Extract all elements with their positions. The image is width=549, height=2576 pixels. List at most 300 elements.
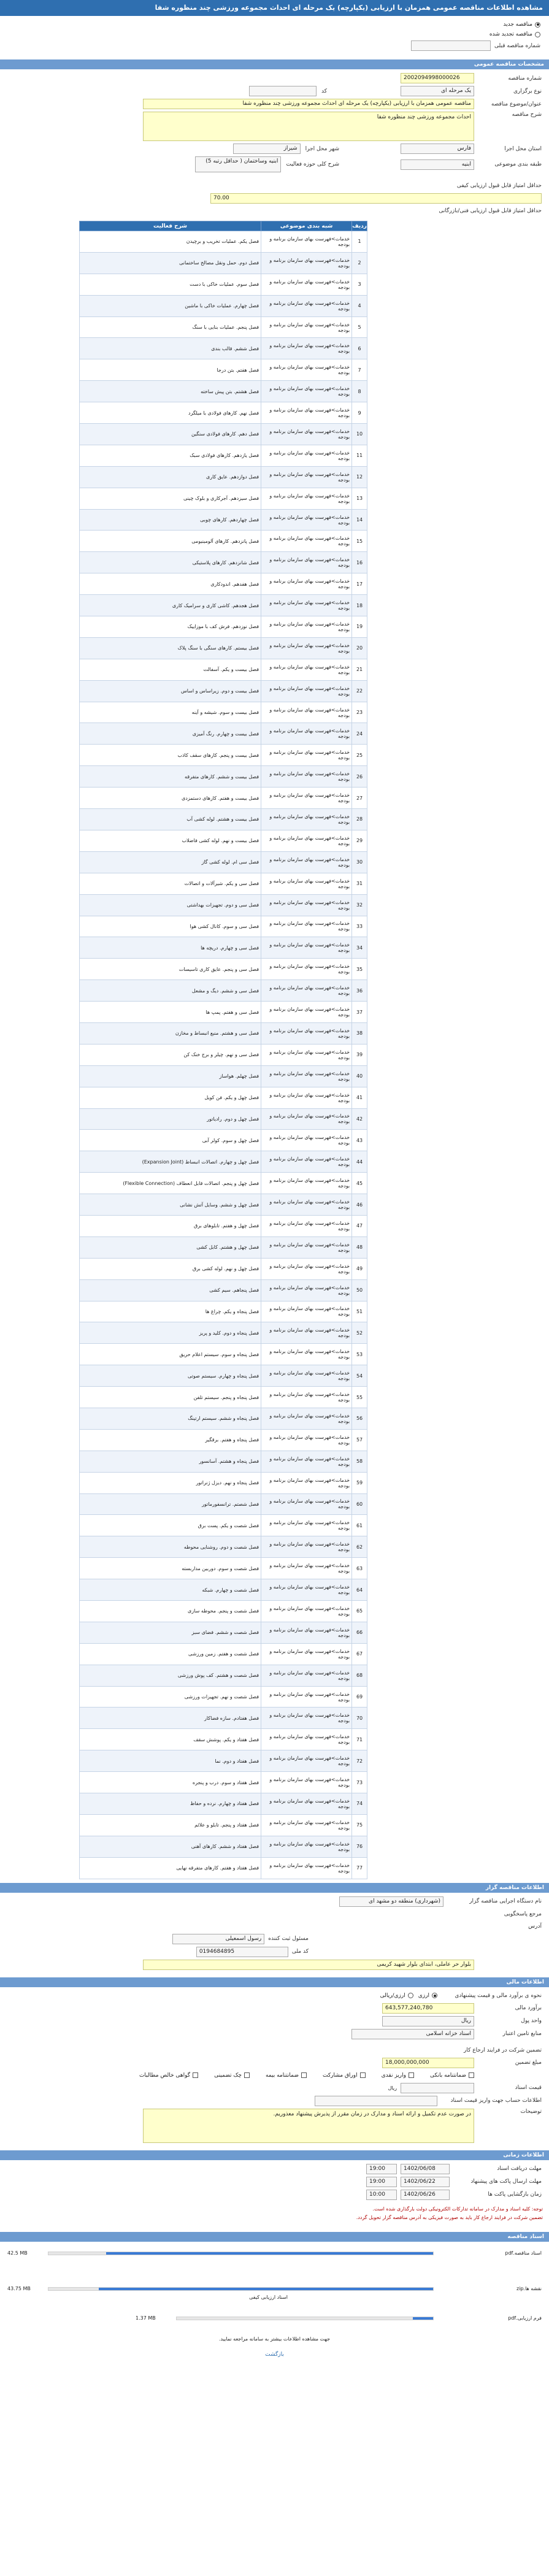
table-row [80, 1793, 367, 1815]
row-classification: خدمات>فهرست بهای سازمان برنامه و بودجه [261, 937, 352, 959]
table-row [80, 1622, 367, 1643]
row-activity: فصل هفتاد و ششم. کارهای آهنی [80, 1836, 261, 1857]
row-number: 13 [352, 488, 367, 509]
row-number: 73 [352, 1772, 367, 1793]
currency-row [4, 2015, 545, 2028]
row-activity: فصل نوزدهم. فرش کف با موزاییک [80, 616, 261, 638]
row-classification: خدمات>فهرست بهای سازمان برنامه و بودجه [261, 1472, 352, 1493]
row-activity: فصل شصتم. ترانسفورماتور [80, 1493, 261, 1515]
details-block [0, 69, 549, 220]
guarantee-type-3-label: ضمانتنامه بیمه [266, 2072, 299, 2079]
row-classification: خدمات>فهرست بهای سازمان برنامه و بودجه [261, 1814, 352, 1836]
table-row [80, 1301, 367, 1322]
table-row [80, 1387, 367, 1408]
city-field[interactable]: شیراز [233, 144, 301, 154]
eval-note: اسناد ارزیابی کیفی [249, 2294, 288, 2300]
table-row [80, 1322, 367, 1344]
row-classification: خدمات>فهرست بهای سازمان برنامه و بودجه [261, 466, 352, 488]
guarantee-type-4[interactable] [214, 2072, 250, 2079]
row-number: 42 [352, 1108, 367, 1130]
submit-time-field[interactable]: 19:00 [366, 2177, 397, 2187]
currency-field[interactable]: ریال [382, 2016, 474, 2026]
doc-row-2[interactable] [4, 2313, 545, 2324]
row-classification: خدمات>فهرست بهای سازمان برنامه و بودجه [261, 1686, 352, 1708]
row-number: 65 [352, 1601, 367, 1622]
row-classification: خدمات>فهرست بهای سازمان برنامه و بودجه [261, 916, 352, 937]
row-classification: خدمات>فهرست بهای سازمان برنامه و بودجه [261, 1301, 352, 1322]
org-name-field[interactable]: (شهرداری) منطقه دو مشهد ای [339, 1896, 443, 1907]
row-classification: خدمات>فهرست بهای سازمان برنامه و بودجه [261, 616, 352, 638]
doc-row-0[interactable] [4, 2248, 545, 2259]
row-classification: خدمات>فهرست بهای سازمان برنامه و بودجه [261, 1601, 352, 1622]
row-number: 74 [352, 1793, 367, 1815]
row-number: 67 [352, 1643, 367, 1665]
guarantee-type-0[interactable] [430, 2072, 474, 2079]
estimate-opt2-dot[interactable] [408, 1993, 413, 1998]
province-row [4, 142, 545, 155]
row-activity: فصل هفدهم. اندودکاری [80, 573, 261, 595]
scope-row [4, 155, 545, 174]
row-number: 61 [352, 1515, 367, 1536]
min-fin-label: حداقل امتیاز قابل قبول ارزیابی فنی/بازرگانی [439, 208, 542, 214]
row-activity: فصل سی و پنجم. عایق کاری تاسیسات [80, 959, 261, 980]
row-classification: خدمات>فهرست بهای سازمان برنامه و بودجه [261, 381, 352, 402]
table-row [80, 1579, 367, 1601]
row-number: 68 [352, 1665, 367, 1686]
table-row [80, 916, 367, 937]
province-field[interactable]: فارس [401, 144, 474, 154]
tender-number-field[interactable]: 2002094998000026 [401, 73, 474, 83]
row-activity: فصل شصت و سوم. دوربین مداربسته [80, 1558, 261, 1579]
row-number: 40 [352, 1065, 367, 1087]
items-table [79, 221, 367, 1879]
account-field[interactable] [315, 2096, 437, 2106]
submit-row [4, 2175, 545, 2188]
scope-field[interactable]: ابنیه [401, 159, 474, 170]
row-classification: خدمات>فهرست بهای سازمان برنامه و بودجه [261, 573, 352, 595]
estimate-opt2[interactable] [380, 1993, 413, 1999]
row-classification: خدمات>فهرست بهای سازمان برنامه و بودجه [261, 1643, 352, 1665]
table-row [80, 1065, 367, 1087]
guarantee-type-2-label: اوراق مشارکت [323, 2072, 358, 2079]
notes-field[interactable]: در صورت عدم تکمیل و ارائه اسناد و مدارک در زمان مقرر از پذیرش پیشنهاد معذوریم. [143, 2109, 474, 2143]
table-row [80, 1772, 367, 1793]
radio-new-dot[interactable] [535, 22, 540, 28]
table-row [80, 788, 367, 809]
row-classification: خدمات>فهرست بهای سازمان برنامه و بودجه [261, 1322, 352, 1344]
budget-label: برآورد مالی [515, 2005, 542, 2012]
guarantee-row [4, 2044, 545, 2057]
row-number: 6 [352, 338, 367, 359]
row-activity: فصل هشتم. بتن پیش ساخته [80, 381, 261, 402]
budget-source-row [4, 2028, 545, 2041]
row-number: 2 [352, 252, 367, 274]
row-number: 56 [352, 1408, 367, 1429]
row-activity: فصل سی ام. لوله کشی گاز [80, 851, 261, 873]
org-phone-field[interactable]: 0194684895 [196, 1947, 288, 1957]
row-classification: خدمات>فهرست بهای سازمان برنامه و بودجه [261, 1044, 352, 1065]
guarantee-type-1-box[interactable] [409, 2072, 414, 2078]
desc-field[interactable]: احداث مجموعه ورزشی چند منظوره شفا [143, 112, 474, 141]
estimate-label: نحوه ی برآورد مالی و قیمت پیشنهادی [455, 1992, 542, 1999]
row-classification: خدمات>فهرست بهای سازمان برنامه و بودجه [261, 1258, 352, 1279]
doc-progress-fill-1 [99, 2288, 433, 2290]
receive-date-field[interactable]: 1402/06/08 [401, 2164, 450, 2174]
bottom-note-1: توجه: کلیه اسناد و مدارک در سامانه تدارکات الکترونیکی دولت بارگذاری شده است. [372, 2206, 543, 2212]
table-row [80, 231, 367, 253]
table-row [80, 937, 367, 959]
row-classification: خدمات>فهرست بهای سازمان برنامه و بودجه [261, 231, 352, 253]
budget-source-field[interactable]: اسناد خزانه اسلامی [351, 2029, 474, 2039]
items-table-body [80, 231, 367, 1879]
table-row [80, 1472, 367, 1493]
row-activity: فصل سی و نهم. چیلر و برج خنک کن [80, 1044, 261, 1065]
table-row [80, 1729, 367, 1750]
tender-number-label: شماره مناقصه [508, 75, 542, 82]
guarantee-type-1[interactable] [382, 2072, 414, 2079]
row-classification: خدمات>فهرست بهای سازمان برنامه و بودجه [261, 338, 352, 359]
open-time-field[interactable]: 10:00 [366, 2190, 397, 2200]
row-classification: خدمات>فهرست بهای سازمان برنامه و بودجه [261, 509, 352, 531]
row-classification: خدمات>فهرست بهای سازمان برنامه و بودجه [261, 723, 352, 745]
row-number: 62 [352, 1536, 367, 1558]
row-activity: فصل سی و یکم. شیرآلات و اتصالات [80, 873, 261, 894]
bottom-note-2: تضمین شرکت در فرایند ارجاع کار باید به صورت فیزیکی به آدرس مناقصه گزار تحویل گردد. [356, 2214, 543, 2220]
row-number: 36 [352, 980, 367, 1002]
row-activity: فصل پنجاه و پنجم. سیستم تلفن [80, 1387, 261, 1408]
budget-field[interactable]: 643,577,240,780 [382, 2003, 474, 2014]
row-activity: فصل چهاردهم. کارهای چوبی [80, 509, 261, 531]
row-activity: فصل چهل و هشتم. کابل کشی [80, 1236, 261, 1258]
table-row [80, 980, 367, 1002]
row-classification: خدمات>فهرست بهای سازمان برنامه و بودجه [261, 809, 352, 830]
row-activity: فصل پانزدهم. کارهای آلومینیومی [80, 531, 261, 552]
price-field[interactable] [401, 2083, 474, 2093]
row-classification: خدمات>فهرست بهای سازمان برنامه و بودجه [261, 424, 352, 445]
row-classification: خدمات>فهرست بهای سازمان برنامه و بودجه [261, 316, 352, 338]
receive-row [4, 2163, 545, 2175]
org-full-address-field[interactable]: بلوار حر عاملی، ابتدای بلوار شهید کریمی [143, 1960, 474, 1970]
row-activity: فصل چهل و هفتم. تابلوهای برق [80, 1215, 261, 1236]
row-activity: فصل شصت و ششم. فضای سبز [80, 1622, 261, 1643]
row-activity: فصل سی و سوم. کانال کشی هوا [80, 916, 261, 937]
table-row [80, 1087, 367, 1108]
row-number: 69 [352, 1686, 367, 1708]
row-number: 20 [352, 637, 367, 659]
type-field[interactable]: یک مرحله ای [401, 86, 474, 96]
table-row [80, 1130, 367, 1151]
open-date-field[interactable]: 1402/06/26 [401, 2190, 450, 2200]
table-row [80, 1750, 367, 1772]
row-number: 50 [352, 1279, 367, 1301]
radio-renewed-row[interactable] [5, 29, 544, 39]
row-activity: فصل پنجاه و هشتم. آسانسور [80, 1451, 261, 1472]
desc-label: شرح مناقصه [512, 112, 542, 118]
row-activity: فصل شصت و پنجم. محوطه سازی [80, 1601, 261, 1622]
table-row [80, 1857, 367, 1879]
row-activity: فصل چهارم. عملیات خاکی با ماشین [80, 295, 261, 316]
doc-size-0: 42.5 MB [7, 2250, 28, 2256]
row-number: 35 [352, 959, 367, 980]
row-number: 66 [352, 1622, 367, 1643]
row-classification: خدمات>فهرست بهای سازمان برنامه و بودجه [261, 830, 352, 851]
table-row [80, 402, 367, 424]
row-number: 25 [352, 745, 367, 766]
table-row [80, 424, 367, 445]
time-block [0, 2160, 549, 2228]
guarantee-type-2-box[interactable] [360, 2072, 366, 2078]
row-number: 43 [352, 1130, 367, 1151]
prev-number-field[interactable] [411, 40, 491, 51]
row-classification: خدمات>فهرست بهای سازمان برنامه و بودجه [261, 1087, 352, 1108]
row-number: 5 [352, 316, 367, 338]
table-row [80, 1814, 367, 1836]
tender-type-block [0, 16, 549, 56]
min-tech-row [4, 180, 545, 192]
row-activity: فصل هفتم. بتن درجا [80, 359, 261, 381]
row-classification: خدمات>فهرست بهای سازمان برنامه و بودجه [261, 1622, 352, 1643]
table-row [80, 873, 367, 894]
row-classification: خدمات>فهرست بهای سازمان برنامه و بودجه [261, 552, 352, 573]
row-activity: فصل پنجاه و یکم. چراغ ها [80, 1301, 261, 1322]
row-activity: فصل سیزدهم. آجرکاری و بلوک چینی [80, 488, 261, 509]
doc-progress-fill-0 [106, 2252, 433, 2255]
table-row [80, 1665, 367, 1686]
row-classification: خدمات>فهرست بهای سازمان برنامه و بودجه [261, 1836, 352, 1857]
row-number: 18 [352, 595, 367, 616]
radio-renewed-dot[interactable] [535, 32, 540, 37]
row-number: 64 [352, 1579, 367, 1601]
table-row [80, 1044, 367, 1065]
city-label: شهر محل اجرا [305, 145, 339, 152]
row-activity: فصل شصت و یکم. پست برق [80, 1515, 261, 1536]
table-row [80, 531, 367, 552]
row-number: 72 [352, 1750, 367, 1772]
table-row [80, 1173, 367, 1194]
row-classification: خدمات>فهرست بهای سازمان برنامه و بودجه [261, 1108, 352, 1130]
row-classification: خدمات>فهرست بهای سازمان برنامه و بودجه [261, 1857, 352, 1879]
row-activity: فصل دوم. حمل ونقل مصالح ساختمانی [80, 252, 261, 274]
table-row [80, 830, 367, 851]
row-number: 76 [352, 1836, 367, 1857]
radio-renewed[interactable] [489, 31, 540, 37]
row-number: 54 [352, 1365, 367, 1387]
guarantee-type-5-box[interactable] [193, 2072, 198, 2078]
doc-name-2[interactable]: فرم ارزیابی.pdf [508, 2315, 542, 2321]
org-address-label: آدرس [528, 1923, 542, 1930]
row-classification: خدمات>فهرست بهای سازمان برنامه و بودجه [261, 1002, 352, 1023]
org-contact-row [4, 1933, 545, 1945]
row-classification: خدمات>فهرست بهای سازمان برنامه و بودجه [261, 1665, 352, 1686]
more-note-wrap [0, 2330, 549, 2348]
org-section-bar: اطلاعات مناقصه گزار [0, 1883, 549, 1893]
row-activity: فصل شصت و نهم. تجهیزات ورزشی [80, 1686, 261, 1708]
row-number: 7 [352, 359, 367, 381]
estimate-opt1-label: ارزی [418, 1992, 429, 1999]
row-number: 11 [352, 445, 367, 466]
receive-time-field[interactable]: 19:00 [366, 2164, 397, 2174]
row-number: 63 [352, 1558, 367, 1579]
estimate-opt1-dot[interactable] [432, 1993, 437, 1998]
guarantee-amount-row [4, 2057, 545, 2069]
org-block [0, 1893, 549, 1974]
row-number: 75 [352, 1814, 367, 1836]
guarantee-type-4-label: چک تضمینی [214, 2072, 242, 2079]
row-number: 77 [352, 1857, 367, 1879]
row-number: 71 [352, 1729, 367, 1750]
submit-date-field[interactable]: 1402/06/22 [401, 2177, 450, 2187]
row-activity: فصل پنجاه و نهم. دیزل ژنراتور [80, 1472, 261, 1493]
row-activity: فصل بیست و پنجم. کارهای سقف کاذب [80, 745, 261, 766]
price-label: قیمت اسناد [515, 2085, 542, 2091]
table-row [80, 851, 367, 873]
row-number: 14 [352, 509, 367, 531]
row-activity: فصل بیست و چهارم. رنگ آمیزی [80, 723, 261, 745]
back-link[interactable]: بازگشت [265, 2351, 284, 2358]
table-row [80, 1344, 367, 1365]
col-class-header: شبه بندی موضوعی [261, 221, 352, 231]
guarantee-type-0-box[interactable] [469, 2072, 474, 2078]
row-activity: فصل پنجاه و چهارم. سیستم صوتی [80, 1365, 261, 1387]
title-label: عنوان/موضوع مناقصه [491, 101, 542, 107]
row-classification: خدمات>فهرست بهای سازمان برنامه و بودجه [261, 1536, 352, 1558]
row-activity: فصل یازدهم. کارهای فولادی سبک [80, 445, 261, 466]
row-number: 8 [352, 381, 367, 402]
activity-field[interactable]: ابنیه وساختمان ( حداقل رتبه 5) [195, 156, 281, 172]
row-classification: خدمات>فهرست بهای سازمان برنامه و بودجه [261, 745, 352, 766]
org-address-row [4, 1920, 545, 1933]
page-title: مشاهده اطلاعات مناقصه عمومی همزمان با ارزیابی (یکپارچه) یک مرحله ای احداث مجموعه ورزشی چند منظوره شفا [155, 4, 543, 12]
table-row [80, 552, 367, 573]
row-classification: خدمات>فهرست بهای سازمان برنامه و بودجه [261, 402, 352, 424]
row-classification: خدمات>فهرست بهای سازمان برنامه و بودجه [261, 1279, 352, 1301]
row-activity: فصل سوم. عملیات خاکی با دست [80, 274, 261, 295]
col-row-header: ردیف [352, 221, 367, 231]
table-row [80, 1022, 367, 1044]
title-field[interactable]: مناقصه عمومی همزمان با ارزیابی (یکپارچه) یک مرحله ای احداث مجموعه ورزشی چند منظوره شفا [143, 99, 474, 109]
row-activity: فصل هفتاد و دوم. نما [80, 1750, 261, 1772]
more-note: جهت مشاهده اطلاعات بیشتر به سامانه مراجعه نمایید. [218, 2336, 331, 2342]
page-header [0, 0, 549, 16]
radio-renewed-label: مناقصه تجدید شده [489, 31, 532, 37]
radio-new-row[interactable] [5, 20, 544, 29]
code-field[interactable] [249, 86, 317, 96]
row-classification: خدمات>فهرست بهای سازمان برنامه و بودجه [261, 1365, 352, 1387]
row-classification: خدمات>فهرست بهای سازمان برنامه و بودجه [261, 659, 352, 680]
row-activity: فصل چهل و یکم. فن کویل [80, 1087, 261, 1108]
estimate-row [4, 1990, 545, 2002]
row-activity: فصل شصت و دوم. روشنایی محوطه [80, 1536, 261, 1558]
row-activity: فصل بیستم. کارهای سنگی با سنگ پلاک [80, 637, 261, 659]
estimate-opt1[interactable] [418, 1993, 437, 1999]
row-number: 70 [352, 1708, 367, 1729]
row-number: 15 [352, 531, 367, 552]
row-activity: فصل شصت و هشتم. کف پوش ورزشی [80, 1665, 261, 1686]
type-label: نوع برگزاری [513, 88, 542, 94]
table-row [80, 1279, 367, 1301]
table-row [80, 1365, 367, 1387]
budget-source-label: منابع تامین اعتبار [502, 2031, 542, 2037]
row-activity: فصل شصت و چهارم. شبکه [80, 1579, 261, 1601]
radio-new[interactable] [503, 21, 540, 28]
org-ref-row [4, 1908, 545, 1920]
table-row [80, 1002, 367, 1023]
row-activity: فصل دهم. کارهای فولادی سنگین [80, 424, 261, 445]
row-activity: فصل چهل و سوم. کولر آبی [80, 1130, 261, 1151]
row-number: 57 [352, 1429, 367, 1451]
guarantee-type-4-box[interactable] [244, 2072, 250, 2078]
row-activity: فصل چهل و پنجم. اتصالات قابل انعطاف (Flexible Connection) [80, 1173, 261, 1194]
row-classification: خدمات>فهرست بهای سازمان برنامه و بودجه [261, 1022, 352, 1044]
fin-block [0, 1987, 549, 2147]
table-row [80, 894, 367, 916]
table-row [80, 488, 367, 509]
row-number: 28 [352, 809, 367, 830]
table-row [80, 295, 367, 316]
row-activity: فصل بیست و دوم. زیراساس و اساس [80, 680, 261, 702]
guarantee-type-3-box[interactable] [301, 2072, 307, 2078]
table-row [80, 466, 367, 488]
guarantee-type-2[interactable] [323, 2072, 366, 2079]
table-row [80, 1708, 367, 1729]
bottom-notes [4, 2201, 545, 2226]
row-classification: خدمات>فهرست بهای سازمان برنامه و بودجه [261, 1579, 352, 1601]
guarantee-type-1-label: واریز نقدی [381, 2072, 406, 2079]
open-row [4, 2188, 545, 2201]
table-row [80, 1258, 367, 1279]
doc-name-0[interactable]: اسناد مناقصه.pdf [505, 2250, 542, 2256]
org-ref-label: مرجع پاسخگویی [504, 1911, 542, 1917]
prev-number-label: شماره مناقصه قبلی [494, 42, 540, 49]
org-contact-field[interactable]: رسول اسمعیلی [172, 1934, 264, 1944]
table-row [80, 1558, 367, 1579]
row-classification: خدمات>فهرست بهای سازمان برنامه و بودجه [261, 488, 352, 509]
guarantee-type-3[interactable] [266, 2072, 307, 2079]
doc-row-1[interactable] [4, 2283, 545, 2294]
notes-label: توضیحات [520, 2108, 542, 2115]
table-row [80, 659, 367, 680]
guarantee-label: تضمین شرکت در فرایند ارجاع کار [464, 2047, 542, 2053]
details-section-bar: مشخصات مناقصه عمومی [0, 59, 549, 69]
table-row [80, 723, 367, 745]
row-classification: خدمات>فهرست بهای سازمان برنامه و بودجه [261, 1493, 352, 1515]
row-activity: فصل هفتاد و سوم. درب و پنجره [80, 1772, 261, 1793]
row-classification: خدمات>فهرست بهای سازمان برنامه و بودجه [261, 637, 352, 659]
row-number: 19 [352, 616, 367, 638]
estimate-opt2-label: ارزی/ریالی [380, 1992, 405, 1999]
row-classification: خدمات>فهرست بهای سازمان برنامه و بودجه [261, 873, 352, 894]
items-table-wrap [0, 220, 549, 1879]
guarantee-type-5[interactable] [139, 2072, 198, 2079]
row-classification: خدمات>فهرست بهای سازمان برنامه و بودجه [261, 274, 352, 295]
guarantee-type-0-label: ضمانتنامه بانکی [430, 2072, 466, 2079]
table-row [80, 1686, 367, 1708]
table-row [80, 1515, 367, 1536]
code-label: کد [321, 88, 327, 94]
guarantee-amount-field[interactable]: 18,000,000,000 [382, 2058, 474, 2068]
row-activity: فصل پنجاه و دوم. کلید و پریز [80, 1322, 261, 1344]
doc-name-1[interactable]: نقشه ها.zip [516, 2286, 542, 2292]
row-number: 10 [352, 424, 367, 445]
row-activity: فصل هفتاد و یکم. پوشش سقف [80, 1729, 261, 1750]
guarantee-type-5-label: گواهی خالص مطالبات [139, 2072, 191, 2079]
table-row [80, 1151, 367, 1173]
row-activity: فصل بیست و هفتم. کارهای دستمزدی [80, 788, 261, 809]
row-number: 31 [352, 873, 367, 894]
table-row [80, 1493, 367, 1515]
row-classification: خدمات>فهرست بهای سازمان برنامه و بودجه [261, 894, 352, 916]
min-tech-field[interactable]: 70.00 [210, 193, 542, 204]
